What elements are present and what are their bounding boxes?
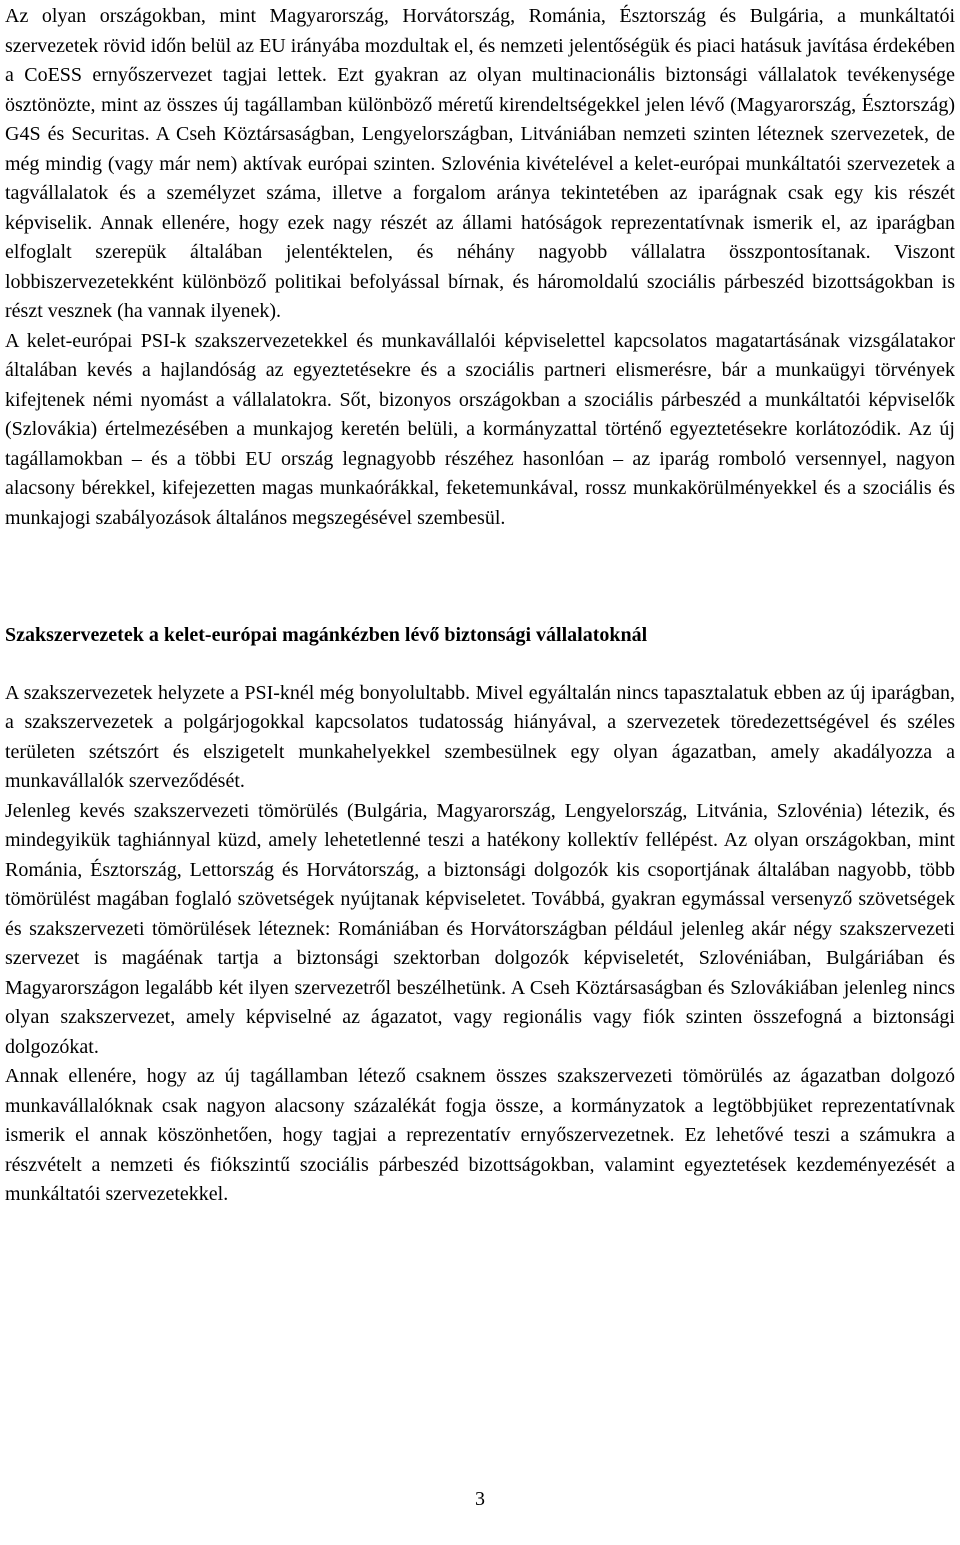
paragraph-employer-organizations: Az olyan országokban, mint Magyarország, Horvátország, Románia, Észtország és Bulgária, a munkáltatói szervezetek rövid időn belül az EU irányába mozdultak el, és nemzeti jelentőségük és piaci hatásuk javítása érdekében a CoESS ernyőszervezet tagjai lettek. Ezt gyakran az olyan multinacionális biztonsági vállalatok tevékenysége ösztönözte, mint az összes új tagállamban különböző méretű kirendeltségekkel jelen lévő (Magyarország, Észtország) G4S és Securitas. A Cseh Köztársaságban, Lengyelországban, Litvániában nemzeti szinten léteznek szervezetek, de még mindig (vagy már nem) aktívak európai szinten. Szlovénia kivételével a kelet-európai munkáltatói szervezetek a tagvállalatok és a személyzet száma, illetve a forgalom aránya tekintetében az iparágnak csak egy kis részét képviselik. Annak ellenére, hogy ezek nagy részét az állami hatóságok reprezentatívnak ismerik el, az iparágban elfoglalt szerepük általában jelentéktelen, és néhány nagyobb vállalatra összpontosítanak. Viszont lobbiszervezetekként különböző politikai befolyással bírnak, és háromoldalú szociális párbeszéd bizottságokban is részt vesznek (ha vannak ilyenek). <box>5 5 955 322</box>
document-page <box>5 2 955 1210</box>
paragraph-psi-attitudes: A kelet-európai PSI-k szakszervezetekkel és munkavállalói képviselettel kapcsolatos magatartásának vizsgálatakor általában kevés a hajlandóság az egyeztetésekre és a szociális partneri elismerésre, bár a munkaügyi törvények kifejtenek némi nyomást a vállalatokra. Sőt, bizonyos országokban a szociális párbeszéd a munkáltatói képviselők (Szlovákia) értelmezésében a munkajog keretén belüli, a kormányzattal történő egyeztetésekre korlátozódik. Az új tagállamokban – és a többi EU ország legnagyobb részéhez hasonlóan – az iparág romboló versennyel, nagyon alacsony bérekkel, kifejezetten magas munkaórákkal, feketemunkával, rossz munkakörülményekkel és a szociális és munkajogi szabályozások általános megszegésével szembesül. <box>5 329 955 529</box>
page-number: 3 <box>475 1488 485 1510</box>
paragraph-union-federations: Jelenleg kevés szakszervezeti tömörülés (Bulgária, Magyarország, Lengyelország, Litvánia, Szlovénia) létezik, és mindegyikük taghiánnyal küzd, amely lehetetlenné teszi a hatékony kollektív fellépést. Az olyan országokban, mint Románia, Észtország, Lettország és Horvátország, a biztonsági dolgozók kis csoportjának általában nagyobb, több tömörülést magában foglaló szövetségek nyújtanak képviseletet. Továbbá, gyakran egymással versenyző szövetségek és szakszervezeti tömörülések léteznek: Romániában és Horvátországban például jelenleg akár négy szakszervezeti szervezet is magáénak tartja a biztonsági szektorban dolgozók képviseletét, Szlovéniában, Bulgáriában és Magyarországon legalább két ilyen szervezetről beszélhetünk. A Cseh Köztársaságban és Szlovákiában jelenleg nincs olyan szakszervezet, amely képviselné az ágazatot, vagy regionális vagy fiók szinten összefogná a biztonsági dolgozókat. <box>5 799 955 1058</box>
section-spacer <box>5 533 955 621</box>
section-heading: Szakszervezetek a kelet-európai magánkézben lévő biztonsági vállalatoknál <box>5 624 648 646</box>
paragraph-union-representation: Annak ellenére, hogy az új tagállamban létező csaknem összes szakszervezeti tömörülés az ágazatban dolgozó munkavállalóknak csak nagyon alacsony százalékát fogja össze, a kormányzatok a legtöbbjüket reprezentatívnak ismerik el annak köszönhetően, hogy tagjai a reprezentatív ernyőszervezetnek. Ez lehetővé teszi a számukra a részvételt a nemzeti és fiókszintű szociális párbeszéd bizottságokban, valamint egyeztetések kezdeményezését a munkáltatói szervezetekkel. <box>5 1065 955 1205</box>
heading-spacer <box>5 651 955 679</box>
paragraph-union-situation: A szakszervezetek helyzete a PSI-knél még bonyolultabb. Mivel egyáltalán nincs tapasztalatuk ebben az új iparágban, a szakszervezetek a polgárjogokkal kapcsolatos tudatosság hiányával, a szervezetek töredezettségével és széles területen szétszórt és elszigetelt munkahelyekkel szembesülnek egy olyan ágazatban, amely akadályozza a munkavállalók szerveződését. <box>5 681 955 792</box>
